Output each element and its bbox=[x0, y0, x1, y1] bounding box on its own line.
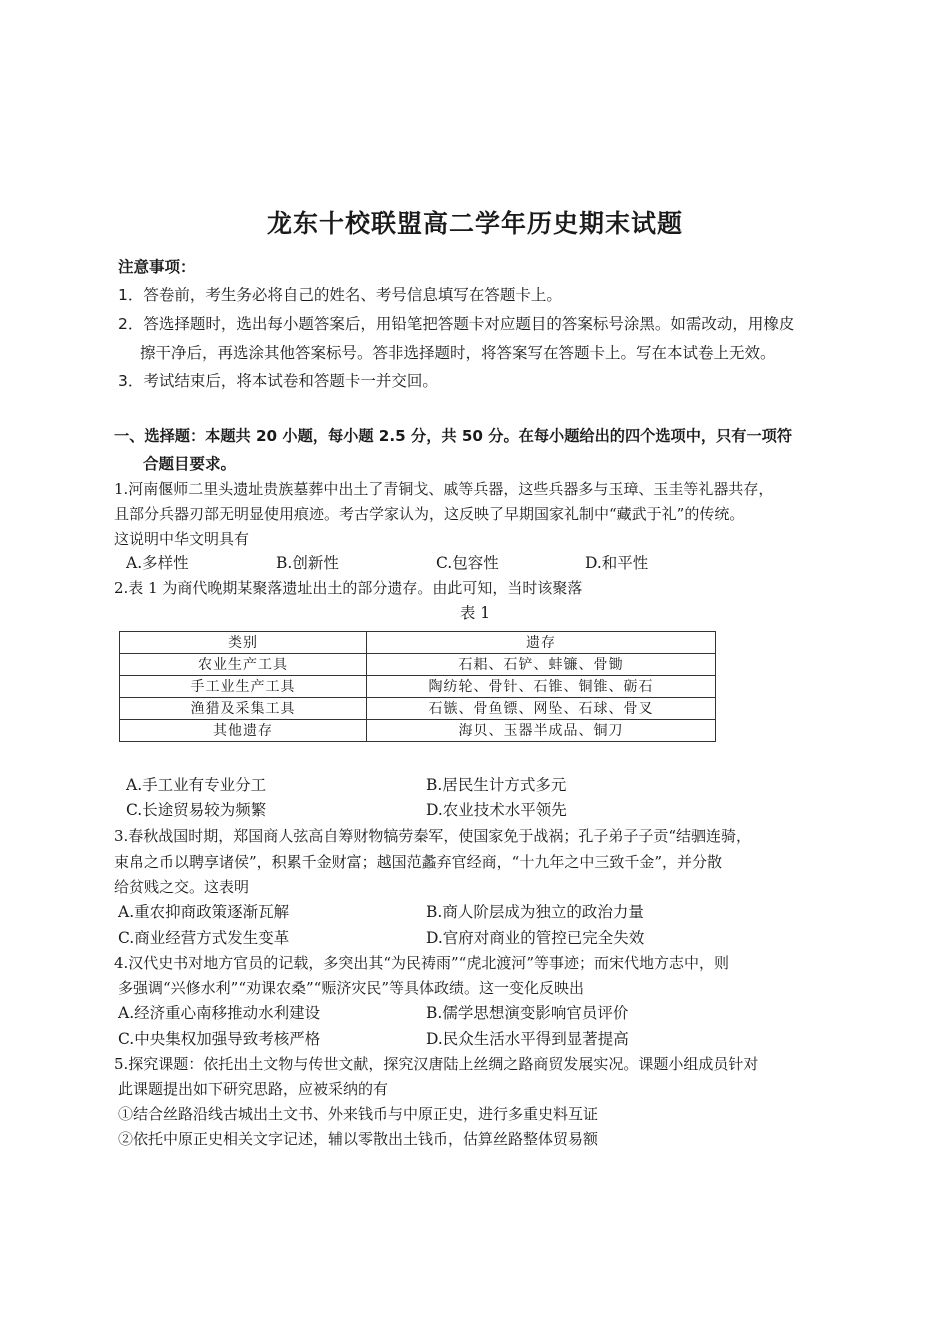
table-cell: 石耜、石铲、蚌镰、骨锄 bbox=[367, 654, 716, 676]
table-cell: 陶纺轮、骨针、石锥、铜锥、砺石 bbox=[367, 676, 716, 698]
table-cell: 渔猎及采集工具 bbox=[120, 698, 367, 720]
table-cell: 石镞、骨鱼镖、网坠、石球、骨叉 bbox=[367, 698, 716, 720]
q4-option-c[interactable]: C.中央集权加强导致考核严格 bbox=[118, 1030, 321, 1048]
q3-option-d[interactable]: D.官府对商业的管控已完全失效 bbox=[426, 929, 645, 947]
table-cell: 其他遗存 bbox=[120, 720, 367, 742]
notice-heading: 注意事项： bbox=[118, 258, 196, 276]
table-header-cell: 类别 bbox=[120, 632, 367, 654]
q4-stem-line-2: 多强调“兴修水利”“劝课农桑”“赈济灾民”等具体政绩。这一变化反映出 bbox=[118, 979, 585, 997]
q4-option-b[interactable]: B.儒学思想演变影响官员评价 bbox=[426, 1004, 629, 1022]
q4-option-d[interactable]: D.民众生活水平得到显著提高 bbox=[426, 1030, 629, 1048]
q1-option-b[interactable]: B.创新性 bbox=[276, 554, 339, 572]
q4-stem-line-1: 4.汉代史书对地方官员的记载，多突出其“为民祷雨”“虎北渡河”等事迹；而宋代地方志中，则 bbox=[114, 954, 729, 972]
q3-option-c[interactable]: C.商业经营方式发生变革 bbox=[118, 929, 290, 947]
q2-option-b[interactable]: B.居民生计方式多元 bbox=[426, 776, 567, 794]
q3-option-b[interactable]: B.商人阶层成为独立的政治力量 bbox=[426, 903, 644, 921]
table-cell: 海贝、玉器半成品、铜刀 bbox=[367, 720, 716, 742]
notice-item-2: 2．答选择题时，选出每小题答案后，用铅笔把答题卡对应题目的答案标号涂黑。如需改动，用橡皮 bbox=[118, 315, 795, 333]
q1-stem-line-2: 且部分兵器刃部无明显使用痕迹。考古学家认为，这反映了早期国家礼制中“藏武于礼”的传统。 bbox=[114, 505, 745, 523]
relics-table bbox=[119, 631, 716, 742]
table-header-row bbox=[120, 632, 716, 654]
q3-stem-line-1: 3.春秋战国时期，郑国商人弦高自筹财物犒劳秦军，使国家免于战祸；孔子弟子子贡“结驷连骑， bbox=[114, 827, 751, 845]
q2-option-c[interactable]: C.长途贸易较为频繁 bbox=[126, 801, 267, 819]
q1-stem-line-3: 这说明中华文明具有 bbox=[114, 530, 250, 548]
table-row bbox=[120, 698, 716, 720]
notice-item-2-cont: 擦干净后，再选涂其他答案标号。答非选择题时，将答案写在答题卡上。写在本试卷上无效。 bbox=[140, 344, 776, 362]
q3-stem-line-3: 给贫贱之交。这表明 bbox=[114, 878, 250, 896]
q3-option-a[interactable]: A.重农抑商政策逐渐瓦解 bbox=[118, 903, 290, 921]
q3-stem-line-2: 束帛之币以聘享诸侯”，积累千金财富；越国范蠡弃官经商，“十九年之中三致千金”，并分散 bbox=[114, 853, 723, 871]
q5-stem-line-2: 此课题提出如下研究思路，应被采纳的有 bbox=[118, 1080, 389, 1098]
table-row bbox=[120, 676, 716, 698]
table-caption: 表 1 bbox=[459, 604, 491, 622]
q1-stem-line-1: 1.河南偃师二里头遗址贵族墓葬中出土了青铜戈、戚等兵器，这些兵器多与玉璋、玉圭等礼器共存， bbox=[114, 480, 774, 498]
q2-stem: 2.表 1 为商代晚期某聚落遗址出土的部分遗存。由此可知，当时该聚落 bbox=[114, 579, 583, 597]
q1-option-c[interactable]: C.包容性 bbox=[436, 554, 499, 572]
q1-option-d[interactable]: D.和平性 bbox=[585, 554, 649, 572]
section-heading: 一、选择题：本题共 20 小题，每小题 2.5 分，共 50 分。在每小题给出的四个选项中，只有一项符 bbox=[114, 427, 793, 445]
table-cell: 手工业生产工具 bbox=[120, 676, 367, 698]
table-header-cell: 遗存 bbox=[367, 632, 716, 654]
notice-item-1: 1．答卷前，考生务必将自己的姓名、考号信息填写在答题卡上。 bbox=[118, 286, 562, 304]
q1-option-a[interactable]: A.多样性 bbox=[126, 554, 189, 572]
table-cell: 农业生产工具 bbox=[120, 654, 367, 676]
q4-option-a[interactable]: A.经济重心南移推动水利建设 bbox=[118, 1004, 321, 1022]
q5-idea-2: ②依托中原正史相关文字记述，辅以零散出土钱币，估算丝路整体贸易额 bbox=[118, 1130, 599, 1148]
q5-idea-1: ①结合丝路沿线古城出土文书、外来钱币与中原正史，进行多重史料互证 bbox=[118, 1105, 599, 1123]
notice-item-3: 3．考试结束后，将本试卷和答题卡一并交回。 bbox=[118, 372, 438, 390]
q2-option-a[interactable]: A.手工业有专业分工 bbox=[126, 776, 267, 794]
page-title: 龙东十校联盟高二学年历史期末试题 bbox=[266, 209, 683, 238]
q5-stem-line-1: 5.探究课题：依托出土文物与传世文献，探究汉唐陆上丝绸之路商贸发展实况。课题小组成员针对 bbox=[114, 1055, 759, 1073]
section-heading-cont: 合题目要求。 bbox=[143, 455, 237, 473]
q2-option-d[interactable]: D.农业技术水平领先 bbox=[426, 801, 567, 819]
table-row bbox=[120, 720, 716, 742]
table-row bbox=[120, 654, 716, 676]
